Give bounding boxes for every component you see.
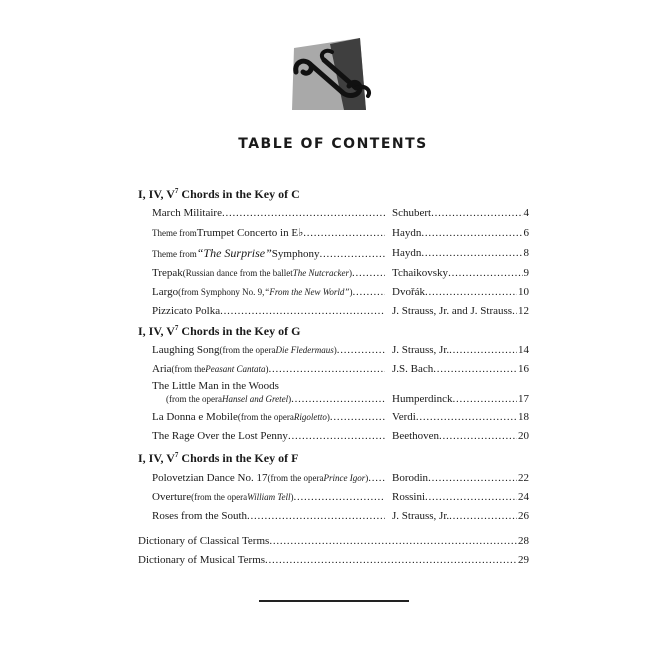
toc-composer: J. Strauss, Jr. . . . 14 [392, 344, 529, 357]
toc-composer: Dvořák . . . 10 [392, 286, 529, 299]
toc-entry[interactable]: The Rage Over the Lost Penny . . . [152, 430, 385, 443]
toc-composer: Tchaikovsky . . . 9 [392, 267, 529, 280]
toc-composer: Rossini . . . 24 [392, 491, 529, 504]
page-title: TABLE OF CONTENTS [238, 136, 428, 152]
toc-composer: Haydn . . . 8 [392, 247, 529, 260]
toc-entry[interactable]: Roses from the South . . . [152, 510, 385, 523]
toc-composer: Borodin . . . 22 [392, 472, 529, 485]
section-heading-g: I, IV, $V^7$ Chords in the Key of G [138, 324, 301, 338]
toc-entry[interactable]: Laughing Song (from the opera Die Fledermaus ) . . . [152, 344, 385, 357]
toc-appendix-entry[interactable]: Dictionary of Classical Terms . . . 28 [138, 535, 529, 548]
toc-composer: J. Strauss, Jr. and J. Strauss . . . 12 [392, 305, 529, 318]
toc-entry[interactable]: The Little Man in the Woods [152, 380, 279, 392]
toc-entry[interactable]: Largo (from Symphony No. 9, “From the New World” ) . . . [152, 286, 385, 299]
toc-entry[interactable]: Theme from “The Surprise” Symphony . . . [152, 247, 385, 261]
toc-entry[interactable]: Polovetzian Dance No. 17 (from the opera Prince Igor ) . . . [152, 472, 385, 485]
section-heading-f: I, IV, $V^7$ Chords in the Key of F [138, 451, 299, 465]
toc-composer: J. Strauss, Jr. . . . 26 [392, 510, 529, 523]
toc-composer: Verdi . . . 18 [392, 411, 529, 424]
toc-entry[interactable]: March Militaire . . . [152, 207, 385, 220]
toc-entry[interactable]: Overture (from the opera William Tell ) . . . [152, 491, 385, 504]
toc-composer: Haydn . . . 6 [392, 227, 529, 240]
toc-entry[interactable]: Aria (from the Peasant Cantata ) . . . [152, 363, 385, 376]
toc-entry-subline: (from the opera Hansel and Gretel ) . . . [166, 393, 385, 406]
footer-rule [259, 600, 409, 602]
publisher-logo [286, 32, 382, 116]
toc-entry[interactable]: Trepak (Russian dance from the ballet The Nutcracker ) . . . [152, 267, 385, 280]
toc-appendix-entry[interactable]: Dictionary of Musical Terms . . . 29 [138, 554, 529, 567]
section-heading-c: I, IV, $V^7$ Chords in the Key of C [138, 187, 300, 201]
toc-composer: J.S. Bach . . . 16 [392, 363, 529, 376]
toc-composer: Schubert . . . 4 [392, 207, 529, 220]
toc-entry[interactable]: Pizzicato Polka . . . [152, 305, 385, 318]
toc-composer: Humperdinck . . . 17 [392, 393, 529, 406]
toc-entry[interactable]: La Donna e Mobile (from the opera Rigoletto ) . . . [152, 411, 385, 424]
toc-entry[interactable]: Theme from Trumpet Concerto in E♭ . . . [152, 227, 385, 240]
toc-composer: Beethoven . . . 20 [392, 430, 529, 443]
